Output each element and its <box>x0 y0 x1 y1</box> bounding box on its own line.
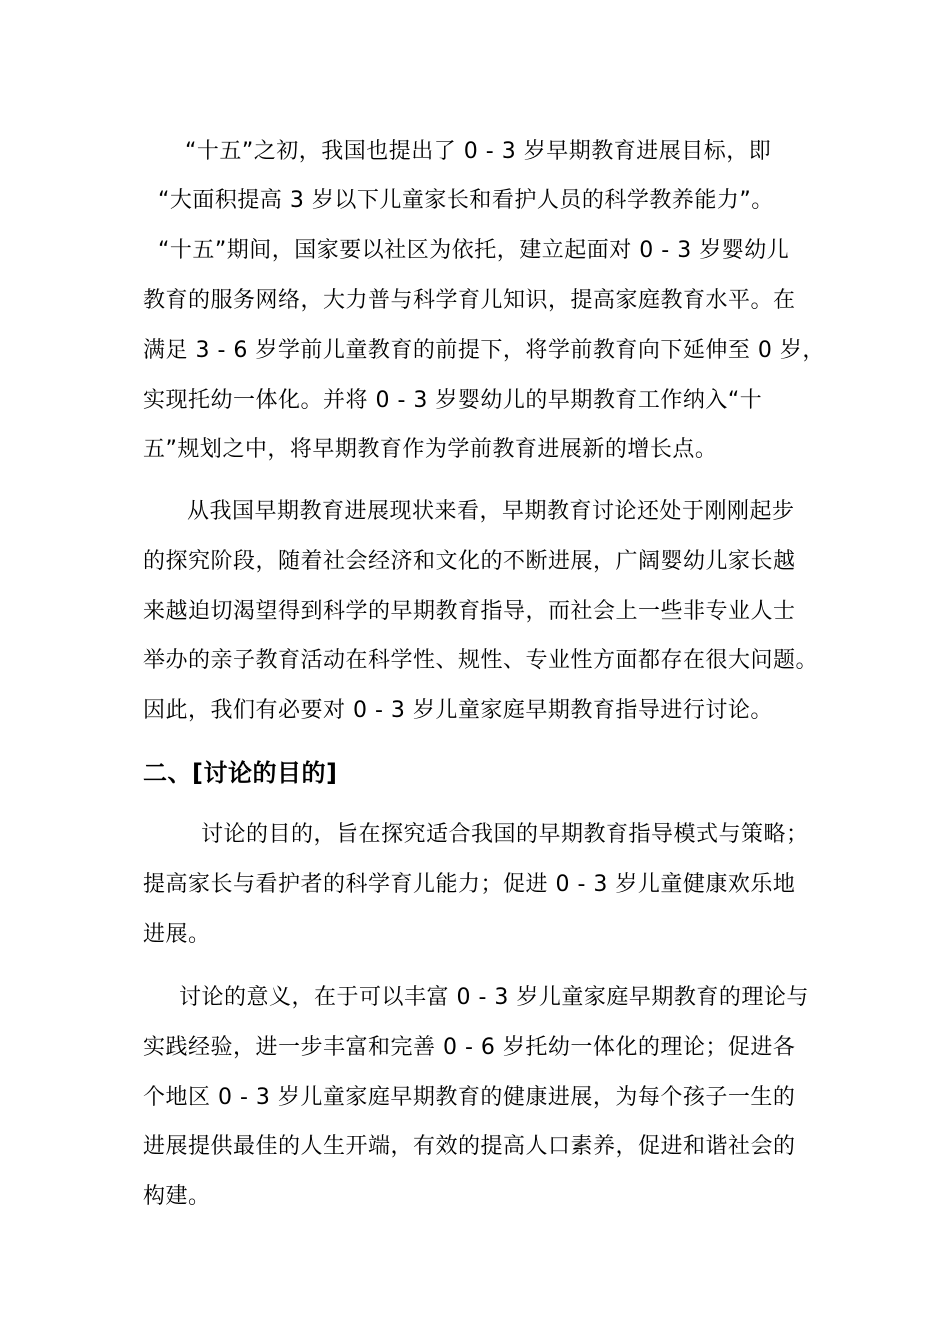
paragraph-2-line-3: 来越迫切渴望得到科学的早期教育指导，而社会上一些非专业人士 <box>143 599 796 624</box>
paragraph-1-line-1: “十五”之初，我国也提出了 0 - 3 岁早期教育进展目标，即 <box>185 139 772 164</box>
paragraph-1-line-6: 实现托幼一体化。并将 0 - 3 岁婴幼儿的早期教育工作纳入“十 <box>143 388 763 413</box>
paragraph-1-line-7: 五”规划之中，将早期教育作为学前教育进展新的增长点。 <box>143 437 718 462</box>
paragraph-1-line-4: 教育的服务网络，大力普与科学育儿知识，提高家庭教育水平。在 <box>143 288 796 313</box>
paragraph-2-line-1: 从我国早期教育进展现状来看，早期教育讨论还处于刚刚起步 <box>187 499 795 524</box>
section-heading: 二、[讨论的目的] <box>143 759 338 787</box>
paragraph-3-line-2: 提高家长与看护者的科学育儿能力；促进 0 - 3 岁儿童健康欢乐地 <box>143 872 796 897</box>
paragraph-3-line-3: 进展。 <box>143 922 211 947</box>
paragraph-1-line-5: 满足 3 - 6 岁学前儿童教育的前提下，将学前教育向下延伸至 0 岁， <box>143 338 825 363</box>
paragraph-4-line-5: 构建。 <box>143 1184 211 1209</box>
paragraph-2-line-2: 的探究阶段，随着社会经济和文化的不断进展，广阔婴幼儿家长越 <box>143 549 796 574</box>
paragraph-4-line-2: 实践经验，进一步丰富和完善 0 - 6 岁托幼一体化的理论；促进各 <box>143 1035 796 1060</box>
paragraph-4-line-4: 进展提供最佳的人生开端，有效的提高人口素养，促进和谐社会的 <box>143 1134 796 1159</box>
paragraph-2-line-4: 举办的亲子教育活动在科学性、规性、专业性方面都存在很大问题。 <box>143 648 819 673</box>
paragraph-3-line-1: 讨论的目的，旨在探究适合我国的早期教育指导模式与策略； <box>201 822 809 847</box>
paragraph-1-line-2: “大面积提高 3 岁以下儿童家长和看护人员的科学教养能力”。 <box>158 188 774 213</box>
paragraph-1-line-3: “十五”期间，国家要以社区为依托，建立起面对 0 - 3 岁婴幼儿 <box>158 238 790 263</box>
paragraph-2-line-5: 因此，我们有必要对 0 - 3 岁儿童家庭早期教育指导进行讨论。 <box>143 698 773 723</box>
paragraph-4-line-1: 讨论的意义，在于可以丰富 0 - 3 岁儿童家庭早期教育的理论与 <box>179 985 809 1010</box>
paragraph-4-line-3: 个地区 0 - 3 岁儿童家庭早期教育的健康进展，为每个孩子一生的 <box>143 1085 796 1110</box>
